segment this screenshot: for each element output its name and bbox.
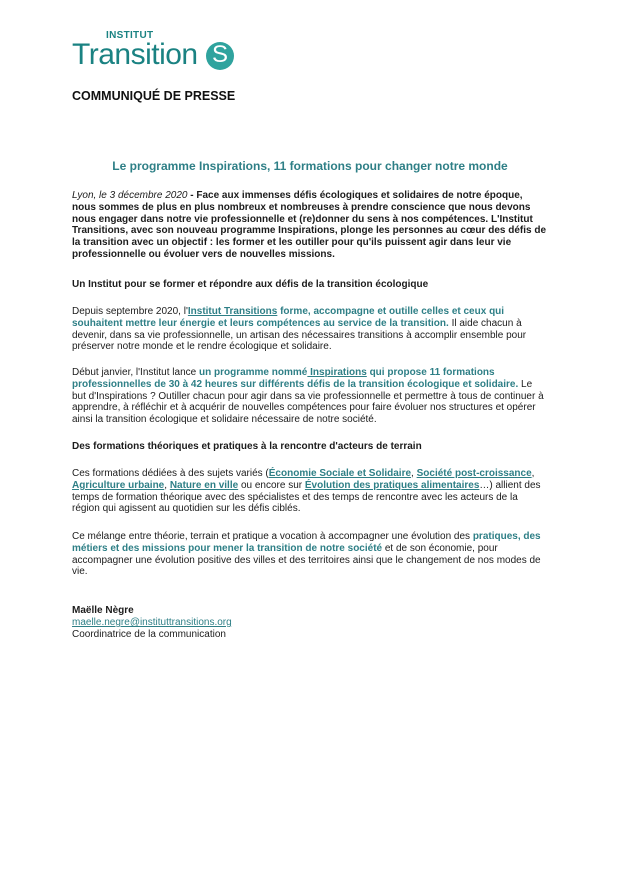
- s1p1-text-c: Il aide chacun à devenir, dans sa vie professionnelle, un artisan des nécessaires transitions à accomplir ensemble pour préserver notre monde et le rendre écologique et solidaire.: [72, 317, 527, 353]
- document-title: Le programme Inspirations, 11 formations pour changer notre monde: [112, 159, 508, 173]
- sep-4: ou encore sur: [238, 479, 305, 491]
- logo-transitions-text: Transition: [72, 38, 198, 71]
- institut-transitions-logo: [72, 28, 242, 78]
- section1-paragraph2: [72, 367, 548, 426]
- s1p2-highlight-a: un programme nommé: [198, 367, 308, 378]
- logo-s-circle-icon: S: [206, 42, 234, 70]
- s1p2-text-d: Le but d'Inspirations ? Outiller chacun pour agir dans sa vie professionnelle et permettre à tous de continuer à apprendre, à réfléchir et à acquérir de nouvelles compétences pour faire évoluer nos structures et opérer ainsi la transition écologique et solidaire nécessaire de notre société.: [72, 378, 544, 426]
- s1p2-highlight-c: qui propose 11 formations professionnelles de 30 à 42 heures sur différents défis de la transition écologique et solidaire.: [72, 367, 519, 390]
- signature-role: Coordinatrice de la communication: [72, 629, 226, 640]
- link-societe-post-croissance[interactable]: Société post-croissance: [416, 468, 532, 479]
- sep-3: ,: [164, 479, 170, 491]
- s1p2-text-a: Début janvier, l'Institut lance: [72, 367, 199, 378]
- inspirations-link[interactable]: Inspirations: [307, 367, 367, 378]
- link-agriculture-urbaine[interactable]: Agriculture urbaine: [72, 479, 165, 491]
- intro-paragraph: [72, 190, 548, 261]
- s1p1-text-a: Depuis septembre 2020, l': [72, 306, 188, 317]
- section1-heading: Un Institut pour se former et répondre aux défis de la transition écologique: [72, 279, 429, 290]
- intro-text: - Face aux immenses défis écologiques et solidaires de notre époque, nous sommes de plus en plus nombreux et nombreuses à prendre conscience que nous devons nous engager dans notre vie professionnelle et (re)donner du sens à nos compétences. L'Institut Transitions, avec son nouveau programme Inspirations, plonge les personnes au cœur des défis de la transition avec un objectif : les former et les outiller pour qu'ils puissent agir dans leur vie professionnelle ou évoluer vers de nouvelles missions.: [72, 190, 547, 260]
- link-economie-sociale[interactable]: Économie Sociale et Solidaire: [268, 468, 412, 479]
- section2-heading: Des formations théoriques et pratiques à la rencontre d'acteurs de terrain: [72, 441, 422, 452]
- institut-transitions-link[interactable]: Institut Transitions: [187, 306, 278, 317]
- signature-block: [72, 605, 232, 641]
- intro-date: Lyon, le 3 décembre 2020: [72, 190, 188, 201]
- signature-email-link[interactable]: maelle.negre@instituttransitions.org: [72, 617, 232, 628]
- sep-2: ,: [531, 468, 535, 479]
- section2-paragraph1: [72, 468, 548, 515]
- s1p1-highlight: forme, accompagne et outille celles et ceux qui souhaitent mettre leur énergie et leurs compétences au service de la transition.: [72, 306, 505, 329]
- link-evolution-pratiques-alimentaires[interactable]: Évolution des pratiques alimentaires: [304, 479, 480, 491]
- s2p2-text-c: et de son économie, pour accompagner une évolution positive des villes et des territoires ainsi que le changement de nos modes de vie.: [72, 542, 541, 578]
- s2p2-text-a: Ce mélange entre théorie, terrain et pratique a vocation à accompagner une évolution des: [72, 531, 473, 542]
- s2p2-highlight: pratiques, des métiers et des missions pour mener la transition de notre société: [72, 531, 541, 554]
- link-nature-en-ville[interactable]: Nature en ville: [169, 479, 239, 491]
- signature-name: Maëlle Nègre: [72, 605, 134, 616]
- press-release-label: COMMUNIQUÉ DE PRESSE: [72, 89, 236, 103]
- sep-1: ,: [411, 468, 417, 479]
- logo-institut-text: INSTITUT: [106, 30, 154, 41]
- section1-paragraph1: [72, 306, 548, 353]
- s2p1-text-a: Ces formations dédiées à des sujets variés (: [72, 468, 269, 479]
- s2p1-text-b: …) allient des temps de formation théorique avec des spécialistes et des temps de rencontre avec les acteurs de la région qui agissent au quotidien sur les défis ciblés.: [72, 479, 541, 515]
- section2-paragraph2: [72, 531, 548, 578]
